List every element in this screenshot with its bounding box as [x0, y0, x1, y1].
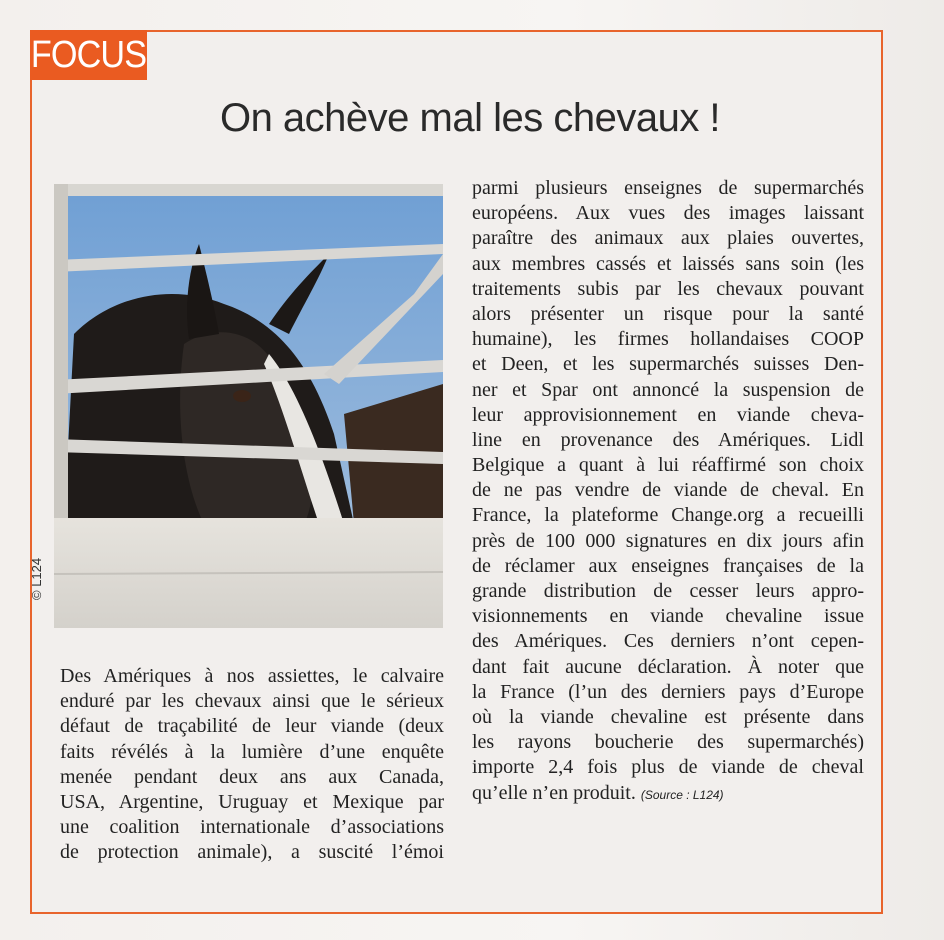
focus-tag: FOCUS: [30, 30, 147, 80]
text-line: visionnements en viande chevaline issue: [472, 605, 864, 628]
text-line: de protection animale), a suscité l’émoi: [60, 841, 444, 864]
text-line-last: [472, 781, 864, 806]
text-line: traitements subis par les chevaux pouvant: [472, 277, 864, 300]
text-line: alors présenter un risque pour la santé: [472, 302, 864, 325]
text-line: européens. Aux vues des images laissant: [472, 202, 864, 225]
text-line: humaine), les firmes hollandaises COOP: [472, 328, 864, 351]
text-line: grande distribution de cesser leurs appro-: [472, 580, 864, 602]
source-citation: (Source : L124): [640, 787, 724, 802]
horse-photo-illustration: [54, 184, 443, 628]
text-line: France, la plateforme Change.org a recueilli: [472, 504, 864, 527]
text-line: les rayons boucherie des supermarchés): [472, 731, 864, 754]
photo-credit: © L124: [29, 557, 44, 600]
text-line: dant fait aucune déclaration. À noter que: [472, 655, 864, 678]
article-title: On achève mal les chevaux !: [219, 96, 721, 140]
last-line-text: qu’elle n’en produit.: [472, 781, 636, 804]
text-line: de ne pas vendre de viande de cheval. En: [472, 479, 864, 502]
text-line: près de 100 000 signatures en dix jours afin: [472, 529, 864, 552]
text-line: faits révélés à la lumière d’une enquête: [60, 740, 444, 763]
text-line: line en provenance des Amériques. Lidl: [472, 428, 864, 451]
text-line: Des Amériques à nos assiettes, le calvaire: [60, 665, 444, 687]
text-line: leur approvisionnement en viande cheva-: [472, 403, 864, 426]
text-line: parmi plusieurs enseignes de supermarchés: [472, 177, 864, 199]
left-column: [60, 664, 444, 866]
text-line: Belgique a quant à lui réaffirmé son choix: [472, 454, 864, 477]
text-line: enduré par les chevaux ainsi que le sérieux: [60, 690, 444, 713]
text-line: paraître des animaux aux plaies ouvertes,: [472, 227, 864, 250]
text-line: de réclamer aux enseignes françaises de la: [472, 554, 864, 577]
text-line: une coalition internationale d’associations: [60, 816, 444, 839]
text-line: ner et Spar ont annoncé la suspension de: [472, 378, 864, 401]
text-line: défaut de traçabilité de leur viande (deux: [60, 715, 444, 738]
horse-photo: [54, 184, 443, 628]
text-line: importe 2,4 fois plus de viande de cheval: [472, 756, 864, 779]
text-line: USA, Argentine, Uruguay et Mexique par: [60, 790, 444, 813]
text-line: aux membres cassés et laissés sans soin (les: [472, 252, 864, 275]
right-column: [472, 176, 864, 806]
text-line: menée pendant deux ans aux Canada,: [60, 765, 444, 788]
text-line: des Amériques. Ces derniers n’ont cepen-: [472, 630, 864, 653]
text-line: et Deen, et les supermarchés suisses Den-: [472, 353, 864, 376]
text-line: la France (l’un des derniers pays d’Europe: [472, 680, 864, 703]
text-line: où la viande chevaline est présente dans: [472, 705, 864, 728]
